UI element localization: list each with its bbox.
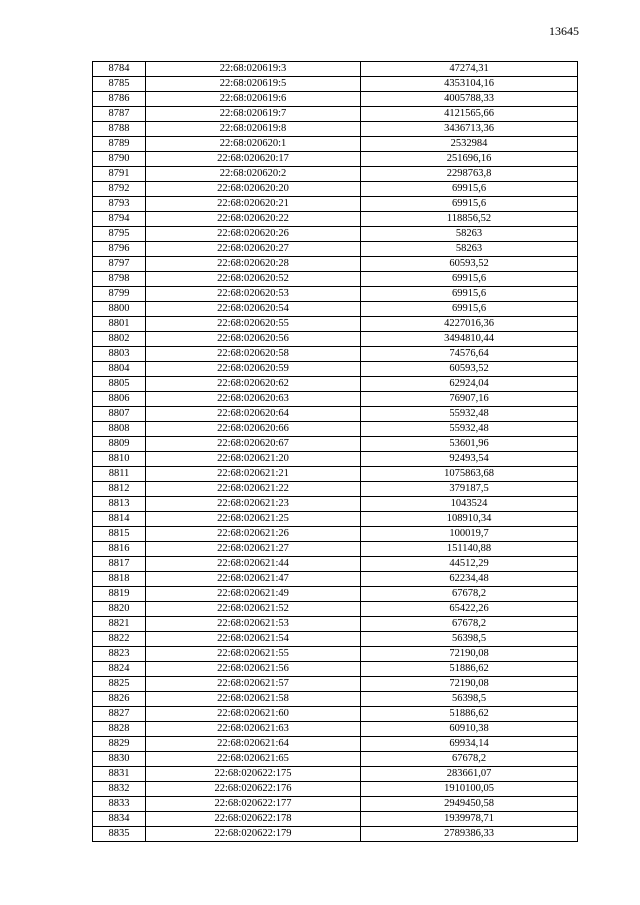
table-row <box>93 107 578 122</box>
table-row <box>93 677 578 692</box>
value-cell: 53601,96 <box>361 437 578 452</box>
value-cell: 3494810,44 <box>361 332 578 347</box>
table-row <box>93 527 578 542</box>
row-number-cell: 8791 <box>93 167 146 182</box>
cadastral-number-cell: 22:68:020621:54 <box>146 632 361 647</box>
value-cell: 58263 <box>361 227 578 242</box>
table-row <box>93 557 578 572</box>
cadastral-number-cell: 22:68:020621:63 <box>146 722 361 737</box>
cadastral-number-cell: 22:68:020620:53 <box>146 287 361 302</box>
cadastral-number-cell: 22:68:020620:21 <box>146 197 361 212</box>
row-number-cell: 8808 <box>93 422 146 437</box>
value-cell: 60910,38 <box>361 722 578 737</box>
cadastral-number-cell: 22:68:020622:178 <box>146 812 361 827</box>
page-number: 13645 <box>549 24 579 38</box>
value-cell: 4353104,16 <box>361 77 578 92</box>
cadastral-number-cell: 22:68:020620:27 <box>146 242 361 257</box>
row-number-cell: 8802 <box>93 332 146 347</box>
cadastral-number-cell: 22:68:020621:57 <box>146 677 361 692</box>
table-row <box>93 512 578 527</box>
value-cell: 69915,6 <box>361 272 578 287</box>
value-cell: 251696,16 <box>361 152 578 167</box>
cadastral-number-cell: 22:68:020620:55 <box>146 317 361 332</box>
table-row <box>93 482 578 497</box>
row-number-cell: 8820 <box>93 602 146 617</box>
table-row <box>93 272 578 287</box>
value-cell: 4121565,66 <box>361 107 578 122</box>
cadastral-number-cell: 22:68:020620:67 <box>146 437 361 452</box>
table-row <box>93 242 578 257</box>
value-cell: 69934,14 <box>361 737 578 752</box>
value-cell: 62234,48 <box>361 572 578 587</box>
row-number-cell: 8789 <box>93 137 146 152</box>
table-row <box>93 437 578 452</box>
table-row <box>93 197 578 212</box>
row-number-cell: 8819 <box>93 587 146 602</box>
row-number-cell: 8831 <box>93 767 146 782</box>
cadastral-number-cell: 22:68:020620:59 <box>146 362 361 377</box>
table-row <box>93 137 578 152</box>
table-row <box>93 767 578 782</box>
cadastral-number-cell: 22:68:020621:60 <box>146 707 361 722</box>
value-cell: 69915,6 <box>361 287 578 302</box>
cadastral-number-cell: 22:68:020620:64 <box>146 407 361 422</box>
value-cell: 47274,31 <box>361 62 578 77</box>
row-number-cell: 8827 <box>93 707 146 722</box>
table-row <box>93 122 578 137</box>
cadastral-number-cell: 22:68:020621:21 <box>146 467 361 482</box>
value-cell: 1075863,68 <box>361 467 578 482</box>
table-row <box>93 182 578 197</box>
row-number-cell: 8822 <box>93 632 146 647</box>
cadastral-number-cell: 22:68:020620:28 <box>146 257 361 272</box>
table-row <box>93 422 578 437</box>
table-row <box>93 572 578 587</box>
row-number-cell: 8830 <box>93 752 146 767</box>
table-row <box>93 662 578 677</box>
table-row <box>93 722 578 737</box>
cadastral-number-cell: 22:68:020621:65 <box>146 752 361 767</box>
row-number-cell: 8801 <box>93 317 146 332</box>
cadastral-value-table <box>92 61 578 842</box>
table-row <box>93 212 578 227</box>
cadastral-number-cell: 22:68:020620:2 <box>146 167 361 182</box>
value-cell: 4227016,36 <box>361 317 578 332</box>
row-number-cell: 8817 <box>93 557 146 572</box>
row-number-cell: 8798 <box>93 272 146 287</box>
row-number-cell: 8835 <box>93 827 146 842</box>
table-body <box>93 62 578 842</box>
value-cell: 51886,62 <box>361 662 578 677</box>
value-cell: 108910,34 <box>361 512 578 527</box>
row-number-cell: 8812 <box>93 482 146 497</box>
table-row <box>93 647 578 662</box>
value-cell: 60593,52 <box>361 257 578 272</box>
cadastral-number-cell: 22:68:020619:8 <box>146 122 361 137</box>
cadastral-number-cell: 22:68:020620:22 <box>146 212 361 227</box>
cadastral-number-cell: 22:68:020619:6 <box>146 92 361 107</box>
table-row <box>93 467 578 482</box>
value-cell: 2949450,58 <box>361 797 578 812</box>
row-number-cell: 8803 <box>93 347 146 362</box>
cadastral-number-cell: 22:68:020620:54 <box>146 302 361 317</box>
value-cell: 2789386,33 <box>361 827 578 842</box>
row-number-cell: 8829 <box>93 737 146 752</box>
row-number-cell: 8815 <box>93 527 146 542</box>
cadastral-number-cell: 22:68:020621:47 <box>146 572 361 587</box>
value-cell: 67678,2 <box>361 752 578 767</box>
value-cell: 151140,88 <box>361 542 578 557</box>
value-cell: 283661,07 <box>361 767 578 782</box>
row-number-cell: 8784 <box>93 62 146 77</box>
table-row <box>93 542 578 557</box>
cadastral-number-cell: 22:68:020620:58 <box>146 347 361 362</box>
cadastral-number-cell: 22:68:020620:26 <box>146 227 361 242</box>
table-row <box>93 347 578 362</box>
value-cell: 76907,16 <box>361 392 578 407</box>
row-number-cell: 8807 <box>93 407 146 422</box>
table-row <box>93 317 578 332</box>
value-cell: 72190,08 <box>361 677 578 692</box>
value-cell: 56398,5 <box>361 692 578 707</box>
cadastral-number-cell: 22:68:020620:66 <box>146 422 361 437</box>
value-cell: 4005788,33 <box>361 92 578 107</box>
row-number-cell: 8806 <box>93 392 146 407</box>
row-number-cell: 8800 <box>93 302 146 317</box>
cadastral-number-cell: 22:68:020621:20 <box>146 452 361 467</box>
cadastral-number-cell: 22:68:020621:53 <box>146 617 361 632</box>
value-cell: 1910100,05 <box>361 782 578 797</box>
table-row <box>93 497 578 512</box>
value-cell: 67678,2 <box>361 617 578 632</box>
row-number-cell: 8787 <box>93 107 146 122</box>
row-number-cell: 8788 <box>93 122 146 137</box>
cadastral-number-cell: 22:68:020620:1 <box>146 137 361 152</box>
table-row <box>93 227 578 242</box>
table-row <box>93 797 578 812</box>
value-cell: 65422,26 <box>361 602 578 617</box>
cadastral-number-cell: 22:68:020622:175 <box>146 767 361 782</box>
table-row <box>93 257 578 272</box>
cadastral-number-cell: 22:68:020620:20 <box>146 182 361 197</box>
cadastral-number-cell: 22:68:020621:22 <box>146 482 361 497</box>
table-row <box>93 692 578 707</box>
value-cell: 1939978,71 <box>361 812 578 827</box>
value-cell: 379187,5 <box>361 482 578 497</box>
value-cell: 100019,7 <box>361 527 578 542</box>
table-row <box>93 167 578 182</box>
row-number-cell: 8834 <box>93 812 146 827</box>
value-cell: 58263 <box>361 242 578 257</box>
row-number-cell: 8823 <box>93 647 146 662</box>
table-row <box>93 782 578 797</box>
value-cell: 67678,2 <box>361 587 578 602</box>
value-cell: 55932,48 <box>361 422 578 437</box>
value-cell: 55932,48 <box>361 407 578 422</box>
table-row <box>93 602 578 617</box>
value-cell: 62924,04 <box>361 377 578 392</box>
value-cell: 56398,5 <box>361 632 578 647</box>
value-cell: 60593,52 <box>361 362 578 377</box>
table-row <box>93 377 578 392</box>
cadastral-number-cell: 22:68:020620:52 <box>146 272 361 287</box>
table-row <box>93 452 578 467</box>
row-number-cell: 8786 <box>93 92 146 107</box>
table-row <box>93 587 578 602</box>
row-number-cell: 8833 <box>93 797 146 812</box>
row-number-cell: 8790 <box>93 152 146 167</box>
cadastral-number-cell: 22:68:020621:25 <box>146 512 361 527</box>
row-number-cell: 8809 <box>93 437 146 452</box>
table-row <box>93 302 578 317</box>
value-cell: 44512,29 <box>361 557 578 572</box>
cadastral-number-cell: 22:68:020621:44 <box>146 557 361 572</box>
row-number-cell: 8821 <box>93 617 146 632</box>
cadastral-number-cell: 22:68:020620:17 <box>146 152 361 167</box>
value-cell: 118856,52 <box>361 212 578 227</box>
row-number-cell: 8811 <box>93 467 146 482</box>
row-number-cell: 8828 <box>93 722 146 737</box>
row-number-cell: 8792 <box>93 182 146 197</box>
row-number-cell: 8824 <box>93 662 146 677</box>
value-cell: 51886,62 <box>361 707 578 722</box>
cadastral-number-cell: 22:68:020622:179 <box>146 827 361 842</box>
cadastral-number-cell: 22:68:020622:177 <box>146 797 361 812</box>
row-number-cell: 8796 <box>93 242 146 257</box>
cadastral-number-cell: 22:68:020621:52 <box>146 602 361 617</box>
value-cell: 3436713,36 <box>361 122 578 137</box>
table-row <box>93 92 578 107</box>
cadastral-number-cell: 22:68:020620:63 <box>146 392 361 407</box>
row-number-cell: 8797 <box>93 257 146 272</box>
table-row <box>93 77 578 92</box>
table-row <box>93 812 578 827</box>
row-number-cell: 8816 <box>93 542 146 557</box>
row-number-cell: 8814 <box>93 512 146 527</box>
cadastral-number-cell: 22:68:020621:64 <box>146 737 361 752</box>
value-cell: 92493,54 <box>361 452 578 467</box>
table-row <box>93 152 578 167</box>
cadastral-number-cell: 22:68:020620:62 <box>146 377 361 392</box>
value-cell: 72190,08 <box>361 647 578 662</box>
table-row <box>93 632 578 647</box>
value-cell: 1043524 <box>361 497 578 512</box>
cadastral-number-cell: 22:68:020621:26 <box>146 527 361 542</box>
row-number-cell: 8793 <box>93 197 146 212</box>
table-row <box>93 287 578 302</box>
cadastral-number-cell: 22:68:020619:7 <box>146 107 361 122</box>
table-row <box>93 752 578 767</box>
row-number-cell: 8799 <box>93 287 146 302</box>
cadastral-number-cell: 22:68:020621:58 <box>146 692 361 707</box>
value-cell: 69915,6 <box>361 302 578 317</box>
table-row <box>93 827 578 842</box>
row-number-cell: 8785 <box>93 77 146 92</box>
cadastral-number-cell: 22:68:020621:56 <box>146 662 361 677</box>
cadastral-number-cell: 22:68:020621:55 <box>146 647 361 662</box>
row-number-cell: 8818 <box>93 572 146 587</box>
value-cell: 69915,6 <box>361 182 578 197</box>
row-number-cell: 8825 <box>93 677 146 692</box>
value-cell: 2298763,8 <box>361 167 578 182</box>
table-row <box>93 617 578 632</box>
cadastral-number-cell: 22:68:020621:49 <box>146 587 361 602</box>
value-cell: 2532984 <box>361 137 578 152</box>
value-cell: 74576,64 <box>361 347 578 362</box>
row-number-cell: 8805 <box>93 377 146 392</box>
row-number-cell: 8795 <box>93 227 146 242</box>
cadastral-number-cell: 22:68:020620:56 <box>146 332 361 347</box>
table-row <box>93 362 578 377</box>
row-number-cell: 8832 <box>93 782 146 797</box>
table-row <box>93 737 578 752</box>
row-number-cell: 8810 <box>93 452 146 467</box>
table-row <box>93 62 578 77</box>
table-row <box>93 707 578 722</box>
table-row <box>93 332 578 347</box>
cadastral-number-cell: 22:68:020619:5 <box>146 77 361 92</box>
row-number-cell: 8804 <box>93 362 146 377</box>
cadastral-number-cell: 22:68:020619:3 <box>146 62 361 77</box>
row-number-cell: 8794 <box>93 212 146 227</box>
row-number-cell: 8826 <box>93 692 146 707</box>
table-row <box>93 407 578 422</box>
table-row <box>93 392 578 407</box>
row-number-cell: 8813 <box>93 497 146 512</box>
cadastral-number-cell: 22:68:020621:23 <box>146 497 361 512</box>
value-cell: 69915,6 <box>361 197 578 212</box>
cadastral-number-cell: 22:68:020622:176 <box>146 782 361 797</box>
cadastral-number-cell: 22:68:020621:27 <box>146 542 361 557</box>
